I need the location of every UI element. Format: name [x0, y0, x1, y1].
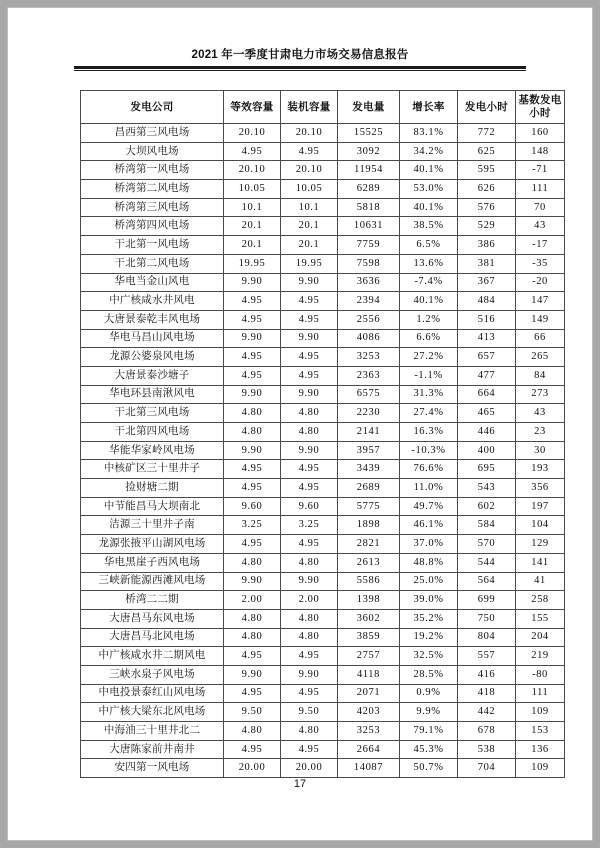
cell-growth-rate: 48.8%: [400, 553, 458, 572]
table-row: [81, 198, 565, 217]
cell-generation-hours: 416: [458, 665, 516, 684]
cell-equivalent-capacity: 20.10: [224, 161, 281, 180]
cell-company: 大唐景泰乾丰风电场: [81, 310, 224, 329]
cell-equivalent-capacity: 20.1: [224, 236, 281, 255]
cell-growth-rate: 27.2%: [400, 348, 458, 367]
cell-installed-capacity: 4.95: [281, 366, 338, 385]
column-header-growth-rate: 增长率: [400, 91, 458, 124]
table-header: [81, 91, 565, 124]
table-row: [81, 703, 565, 722]
cell-generation-hours: 543: [458, 479, 516, 498]
cell-growth-rate: 6.6%: [400, 329, 458, 348]
cell-company: 大坝风电场: [81, 142, 224, 161]
cell-installed-capacity: 9.90: [281, 329, 338, 348]
cell-equivalent-capacity: 4.95: [224, 366, 281, 385]
cell-base-generation-hours: 273: [516, 385, 565, 404]
cell-generation-hours: 602: [458, 497, 516, 516]
table-row: [81, 497, 565, 516]
cell-equivalent-capacity: 4.95: [224, 292, 281, 311]
cell-generation-hours: 413: [458, 329, 516, 348]
cell-generation: 2821: [338, 535, 400, 554]
cell-company: 三峡水泉子风电场: [81, 665, 224, 684]
cell-company: 中电投景泰红山风电场: [81, 684, 224, 703]
cell-equivalent-capacity: 4.95: [224, 647, 281, 666]
table-row: [81, 310, 565, 329]
table-row: [81, 385, 565, 404]
cell-generation-hours: 664: [458, 385, 516, 404]
cell-installed-capacity: 4.80: [281, 628, 338, 647]
cell-installed-capacity: 20.10: [281, 161, 338, 180]
header-rule-thin: [74, 70, 526, 71]
cell-company: 大唐景泰沙塘子: [81, 366, 224, 385]
cell-generation: 1398: [338, 591, 400, 610]
cell-company: 桥湾第一风电场: [81, 161, 224, 180]
cell-equivalent-capacity: 4.80: [224, 423, 281, 442]
column-header-base-generation-hours: 基数发电小时: [516, 91, 565, 124]
cell-base-generation-hours: 258: [516, 591, 565, 610]
table-row: [81, 217, 565, 236]
cell-base-generation-hours: 41: [516, 572, 565, 591]
table-row: [81, 722, 565, 741]
cell-generation: 2230: [338, 404, 400, 423]
cell-growth-rate: 40.1%: [400, 292, 458, 311]
cell-base-generation-hours: 141: [516, 553, 565, 572]
cell-generation: 4118: [338, 665, 400, 684]
cell-growth-rate: 27.4%: [400, 404, 458, 423]
cell-generation: 11954: [338, 161, 400, 180]
cell-growth-rate: 39.0%: [400, 591, 458, 610]
cell-generation-hours: 477: [458, 366, 516, 385]
cell-generation: 4203: [338, 703, 400, 722]
cell-equivalent-capacity: 9.60: [224, 497, 281, 516]
cell-growth-rate: -10.3%: [400, 441, 458, 460]
cell-company: 龙源公婆泉风电场: [81, 348, 224, 367]
table-row: [81, 423, 565, 442]
cell-equivalent-capacity: 4.95: [224, 310, 281, 329]
cell-base-generation-hours: 30: [516, 441, 565, 460]
cell-base-generation-hours: 193: [516, 460, 565, 479]
cell-generation-hours: 695: [458, 460, 516, 479]
cell-growth-rate: 38.5%: [400, 217, 458, 236]
cell-equivalent-capacity: 9.90: [224, 385, 281, 404]
cell-company: 干北第三风电场: [81, 404, 224, 423]
cell-equivalent-capacity: 9.90: [224, 572, 281, 591]
cell-company: 桥湾二二期: [81, 591, 224, 610]
cell-generation: 3439: [338, 460, 400, 479]
table-row: [81, 441, 565, 460]
cell-growth-rate: 45.3%: [400, 740, 458, 759]
cell-installed-capacity: 9.50: [281, 703, 338, 722]
document-page: [8, 8, 592, 840]
cell-equivalent-capacity: 4.95: [224, 460, 281, 479]
cell-generation-hours: 446: [458, 423, 516, 442]
cell-growth-rate: 50.7%: [400, 759, 458, 778]
cell-generation: 15525: [338, 124, 400, 143]
generation-company-table: [80, 90, 565, 778]
cell-installed-capacity: 4.80: [281, 553, 338, 572]
cell-company: 干北第一风电场: [81, 236, 224, 255]
cell-generation: 2394: [338, 292, 400, 311]
cell-base-generation-hours: 23: [516, 423, 565, 442]
cell-company: 洁源三十里井子南: [81, 516, 224, 535]
table-row: [81, 292, 565, 311]
cell-generation-hours: 516: [458, 310, 516, 329]
cell-generation-hours: 538: [458, 740, 516, 759]
cell-equivalent-capacity: 4.80: [224, 553, 281, 572]
cell-generation-hours: 442: [458, 703, 516, 722]
cell-installed-capacity: 2.00: [281, 591, 338, 610]
cell-generation: 3859: [338, 628, 400, 647]
cell-generation: 2664: [338, 740, 400, 759]
cell-growth-rate: 32.5%: [400, 647, 458, 666]
cell-base-generation-hours: 111: [516, 684, 565, 703]
cell-generation: 3253: [338, 722, 400, 741]
cell-installed-capacity: 20.1: [281, 236, 338, 255]
cell-generation: 3957: [338, 441, 400, 460]
cell-installed-capacity: 9.90: [281, 665, 338, 684]
cell-installed-capacity: 4.95: [281, 740, 338, 759]
cell-company: 中海油三十里井北二: [81, 722, 224, 741]
cell-installed-capacity: 4.80: [281, 423, 338, 442]
column-header-company: 发电公司: [81, 91, 224, 124]
cell-base-generation-hours: 70: [516, 198, 565, 217]
cell-equivalent-capacity: 9.90: [224, 665, 281, 684]
table-row: [81, 609, 565, 628]
cell-equivalent-capacity: 4.95: [224, 479, 281, 498]
cell-company: 昌西第三风电场: [81, 124, 224, 143]
cell-base-generation-hours: 148: [516, 142, 565, 161]
cell-generation-hours: 544: [458, 553, 516, 572]
cell-growth-rate: 53.0%: [400, 180, 458, 199]
cell-generation: 2613: [338, 553, 400, 572]
cell-base-generation-hours: 109: [516, 703, 565, 722]
table-row: [81, 535, 565, 554]
cell-installed-capacity: 4.80: [281, 609, 338, 628]
cell-company: 华电当金山风电: [81, 273, 224, 292]
cell-company: 华能华家岭风电场: [81, 441, 224, 460]
cell-company: 华电马昌山风电场: [81, 329, 224, 348]
cell-growth-rate: 40.1%: [400, 161, 458, 180]
cell-growth-rate: 49.7%: [400, 497, 458, 516]
cell-generation-hours: 386: [458, 236, 516, 255]
cell-generation: 2757: [338, 647, 400, 666]
cell-installed-capacity: 19.95: [281, 254, 338, 273]
cell-generation-hours: 529: [458, 217, 516, 236]
cell-generation: 5586: [338, 572, 400, 591]
cell-growth-rate: 76.6%: [400, 460, 458, 479]
cell-base-generation-hours: 111: [516, 180, 565, 199]
cell-company: 中广核咸水井二期风电: [81, 647, 224, 666]
cell-base-generation-hours: -35: [516, 254, 565, 273]
cell-generation-hours: 804: [458, 628, 516, 647]
cell-installed-capacity: 4.95: [281, 460, 338, 479]
cell-base-generation-hours: 153: [516, 722, 565, 741]
cell-equivalent-capacity: 4.80: [224, 722, 281, 741]
cell-equivalent-capacity: 4.95: [224, 535, 281, 554]
cell-equivalent-capacity: 9.90: [224, 329, 281, 348]
cell-growth-rate: 83.1%: [400, 124, 458, 143]
table-row: [81, 628, 565, 647]
cell-installed-capacity: 4.95: [281, 142, 338, 161]
page-header: [8, 8, 592, 71]
column-header-generation-hours: 发电小时: [458, 91, 516, 124]
cell-equivalent-capacity: 4.80: [224, 404, 281, 423]
cell-installed-capacity: 4.80: [281, 404, 338, 423]
cell-base-generation-hours: 104: [516, 516, 565, 535]
cell-generation: 10631: [338, 217, 400, 236]
cell-growth-rate: -1.1%: [400, 366, 458, 385]
cell-installed-capacity: 4.95: [281, 647, 338, 666]
cell-generation: 6575: [338, 385, 400, 404]
cell-base-generation-hours: 160: [516, 124, 565, 143]
cell-generation: 3602: [338, 609, 400, 628]
cell-base-generation-hours: 109: [516, 759, 565, 778]
cell-installed-capacity: 4.80: [281, 722, 338, 741]
cell-equivalent-capacity: 10.05: [224, 180, 281, 199]
cell-generation: 2363: [338, 366, 400, 385]
cell-company: 桥湾第三风电场: [81, 198, 224, 217]
cell-base-generation-hours: -17: [516, 236, 565, 255]
cell-equivalent-capacity: 9.90: [224, 273, 281, 292]
column-header-installed-capacity: 装机容量: [281, 91, 338, 124]
cell-generation-hours: 704: [458, 759, 516, 778]
table-row: [81, 460, 565, 479]
cell-installed-capacity: 3.25: [281, 516, 338, 535]
cell-growth-rate: 37.0%: [400, 535, 458, 554]
cell-base-generation-hours: 356: [516, 479, 565, 498]
cell-generation: 5775: [338, 497, 400, 516]
cell-installed-capacity: 4.95: [281, 292, 338, 311]
cell-generation: 2556: [338, 310, 400, 329]
document-title: 2021 年一季度甘肃电力市场交易信息报告: [191, 49, 409, 61]
cell-installed-capacity: 9.90: [281, 273, 338, 292]
cell-generation-hours: 381: [458, 254, 516, 273]
cell-generation: 1898: [338, 516, 400, 535]
cell-generation: 7598: [338, 254, 400, 273]
table-row: [81, 124, 565, 143]
cell-company: 中广核咸水井风电: [81, 292, 224, 311]
cell-base-generation-hours: 147: [516, 292, 565, 311]
cell-base-generation-hours: 43: [516, 404, 565, 423]
cell-base-generation-hours: 43: [516, 217, 565, 236]
cell-equivalent-capacity: 20.1: [224, 217, 281, 236]
cell-base-generation-hours: 84: [516, 366, 565, 385]
cell-base-generation-hours: -71: [516, 161, 565, 180]
cell-installed-capacity: 20.1: [281, 217, 338, 236]
cell-generation-hours: 484: [458, 292, 516, 311]
table-row: [81, 161, 565, 180]
cell-base-generation-hours: -80: [516, 665, 565, 684]
cell-company: 华电黑崖子西风电场: [81, 553, 224, 572]
table-row: [81, 366, 565, 385]
cell-company: 桥湾第二风电场: [81, 180, 224, 199]
cell-generation: 5818: [338, 198, 400, 217]
cell-base-generation-hours: 219: [516, 647, 565, 666]
cell-generation-hours: 465: [458, 404, 516, 423]
cell-installed-capacity: 10.05: [281, 180, 338, 199]
cell-generation-hours: 584: [458, 516, 516, 535]
cell-growth-rate: 40.1%: [400, 198, 458, 217]
page-number: 17: [293, 778, 307, 790]
cell-installed-capacity: 4.95: [281, 684, 338, 703]
table-row: [81, 479, 565, 498]
cell-growth-rate: 19.2%: [400, 628, 458, 647]
cell-generation-hours: 564: [458, 572, 516, 591]
table-row: [81, 404, 565, 423]
cell-equivalent-capacity: 19.95: [224, 254, 281, 273]
cell-generation: 14087: [338, 759, 400, 778]
table-row: [81, 591, 565, 610]
cell-base-generation-hours: 204: [516, 628, 565, 647]
cell-growth-rate: 28.5%: [400, 665, 458, 684]
table-row: [81, 254, 565, 273]
table-row: [81, 236, 565, 255]
cell-growth-rate: 46.1%: [400, 516, 458, 535]
cell-growth-rate: 35.2%: [400, 609, 458, 628]
cell-company: 龙源张掖平山湖风电场: [81, 535, 224, 554]
cell-generation-hours: 699: [458, 591, 516, 610]
table-row: [81, 273, 565, 292]
cell-company: 中核矿区三十里井子: [81, 460, 224, 479]
cell-company: 安四第一风电场: [81, 759, 224, 778]
cell-company: 捡财塘二期: [81, 479, 224, 498]
cell-company: 大唐昌马东风电场: [81, 609, 224, 628]
cell-base-generation-hours: 265: [516, 348, 565, 367]
table-row: [81, 516, 565, 535]
cell-growth-rate: 34.2%: [400, 142, 458, 161]
cell-installed-capacity: 20.00: [281, 759, 338, 778]
cell-generation-hours: 626: [458, 180, 516, 199]
cell-equivalent-capacity: 9.90: [224, 441, 281, 460]
cell-generation-hours: 772: [458, 124, 516, 143]
cell-equivalent-capacity: 4.95: [224, 142, 281, 161]
cell-generation-hours: 678: [458, 722, 516, 741]
cell-company: 大唐陈家前井南井: [81, 740, 224, 759]
cell-base-generation-hours: 197: [516, 497, 565, 516]
cell-equivalent-capacity: 20.00: [224, 759, 281, 778]
table-body: [81, 124, 565, 778]
cell-company: 干北第四风电场: [81, 423, 224, 442]
cell-base-generation-hours: 136: [516, 740, 565, 759]
cell-generation: 3092: [338, 142, 400, 161]
cell-installed-capacity: 9.60: [281, 497, 338, 516]
cell-base-generation-hours: -20: [516, 273, 565, 292]
cell-equivalent-capacity: 3.25: [224, 516, 281, 535]
table-row: [81, 759, 565, 778]
cell-generation-hours: 418: [458, 684, 516, 703]
cell-generation-hours: 557: [458, 647, 516, 666]
table-row: [81, 348, 565, 367]
table-row: [81, 684, 565, 703]
cell-growth-rate: 13.6%: [400, 254, 458, 273]
cell-equivalent-capacity: 4.95: [224, 684, 281, 703]
cell-growth-rate: 6.5%: [400, 236, 458, 255]
cell-company: 中广核大梁东北风电场: [81, 703, 224, 722]
cell-generation-hours: 576: [458, 198, 516, 217]
cell-growth-rate: 16.3%: [400, 423, 458, 442]
column-header-equivalent-capacity: 等效容量: [224, 91, 281, 124]
table-row: [81, 180, 565, 199]
column-header-generation: 发电量: [338, 91, 400, 124]
cell-base-generation-hours: 129: [516, 535, 565, 554]
cell-company: 三峡新能源西滩风电场: [81, 572, 224, 591]
table-row: [81, 572, 565, 591]
cell-growth-rate: 0.9%: [400, 684, 458, 703]
cell-base-generation-hours: 66: [516, 329, 565, 348]
cell-generation-hours: 625: [458, 142, 516, 161]
cell-installed-capacity: 4.95: [281, 310, 338, 329]
cell-generation: 4086: [338, 329, 400, 348]
header-divider-rule: [74, 66, 526, 71]
cell-generation: 2071: [338, 684, 400, 703]
table-row: [81, 553, 565, 572]
cell-growth-rate: 1.2%: [400, 310, 458, 329]
table-row: [81, 665, 565, 684]
cell-company: 桥湾第四风电场: [81, 217, 224, 236]
table-row: [81, 740, 565, 759]
cell-generation: 7759: [338, 236, 400, 255]
cell-equivalent-capacity: 20.10: [224, 124, 281, 143]
cell-generation: 3253: [338, 348, 400, 367]
cell-equivalent-capacity: 4.80: [224, 609, 281, 628]
cell-equivalent-capacity: 9.50: [224, 703, 281, 722]
generation-table-container: [80, 90, 562, 778]
table-row: [81, 142, 565, 161]
cell-company: 中节能昌马大坝南北: [81, 497, 224, 516]
cell-generation-hours: 750: [458, 609, 516, 628]
cell-equivalent-capacity: 4.80: [224, 628, 281, 647]
cell-installed-capacity: 4.95: [281, 535, 338, 554]
cell-growth-rate: 31.3%: [400, 385, 458, 404]
cell-installed-capacity: 9.90: [281, 441, 338, 460]
cell-installed-capacity: 4.95: [281, 348, 338, 367]
table-row: [81, 647, 565, 666]
cell-growth-rate: 9.9%: [400, 703, 458, 722]
table-row: [81, 329, 565, 348]
cell-generation-hours: 595: [458, 161, 516, 180]
cell-growth-rate: 79.1%: [400, 722, 458, 741]
cell-generation: 6289: [338, 180, 400, 199]
cell-installed-capacity: 10.1: [281, 198, 338, 217]
cell-generation: 2141: [338, 423, 400, 442]
cell-growth-rate: -7.4%: [400, 273, 458, 292]
cell-generation-hours: 657: [458, 348, 516, 367]
cell-installed-capacity: 9.90: [281, 385, 338, 404]
cell-generation: 2689: [338, 479, 400, 498]
table-header-row: [81, 91, 565, 124]
cell-installed-capacity: 9.90: [281, 572, 338, 591]
cell-installed-capacity: 20.10: [281, 124, 338, 143]
cell-equivalent-capacity: 2.00: [224, 591, 281, 610]
cell-generation: 3636: [338, 273, 400, 292]
cell-equivalent-capacity: 10.1: [224, 198, 281, 217]
cell-base-generation-hours: 149: [516, 310, 565, 329]
cell-generation-hours: 400: [458, 441, 516, 460]
cell-company: 干北第二风电场: [81, 254, 224, 273]
cell-equivalent-capacity: 4.95: [224, 740, 281, 759]
cell-company: 大唐昌马北风电场: [81, 628, 224, 647]
cell-installed-capacity: 4.95: [281, 479, 338, 498]
cell-generation-hours: 570: [458, 535, 516, 554]
cell-equivalent-capacity: 4.95: [224, 348, 281, 367]
cell-generation-hours: 367: [458, 273, 516, 292]
cell-company: 华电环县南湫风电: [81, 385, 224, 404]
cell-base-generation-hours: 155: [516, 609, 565, 628]
cell-growth-rate: 25.0%: [400, 572, 458, 591]
cell-growth-rate: 11.0%: [400, 479, 458, 498]
